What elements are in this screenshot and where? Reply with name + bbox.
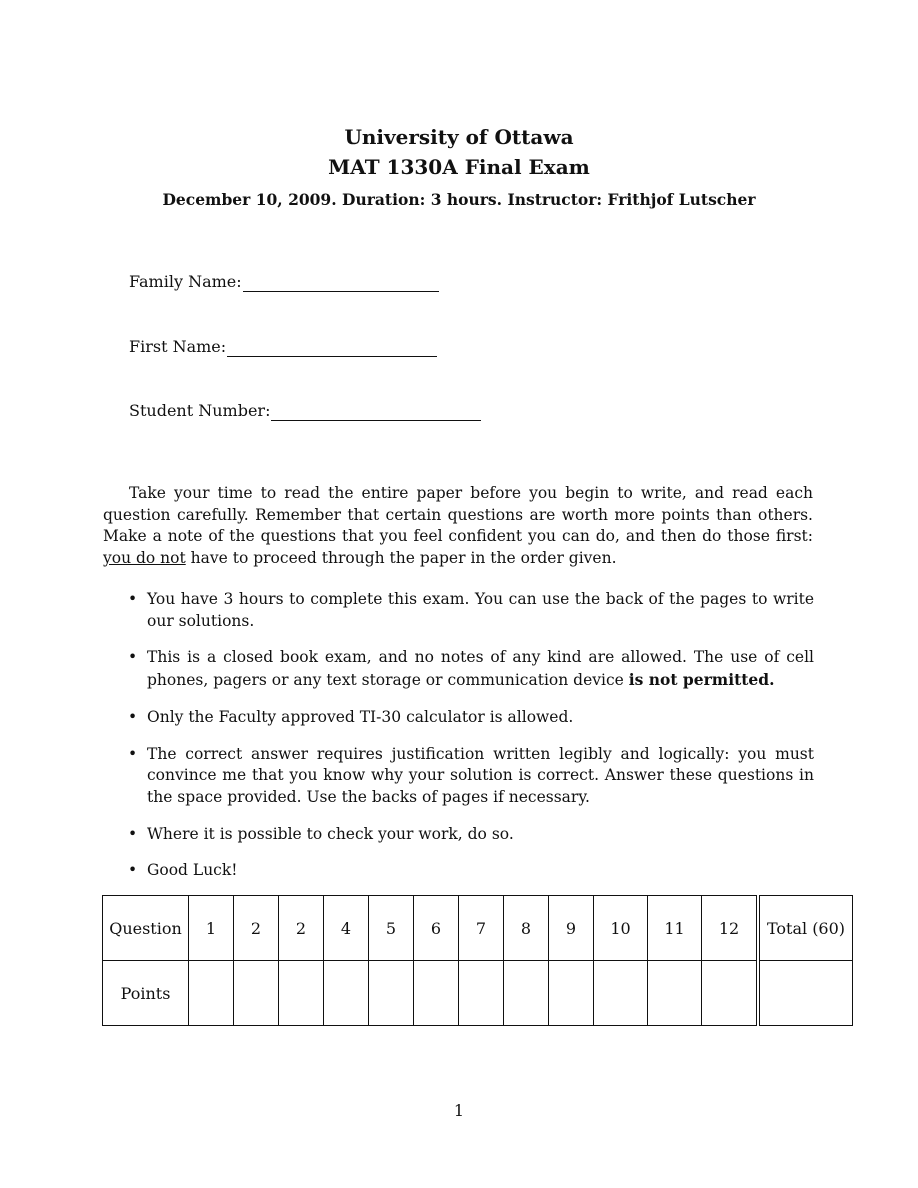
table-row xyxy=(103,961,853,1026)
points-cell[interactable] xyxy=(189,961,234,1026)
points-header-cell: Points xyxy=(103,961,189,1026)
question-number-cell: 12 xyxy=(702,896,759,961)
points-cell[interactable] xyxy=(234,961,279,1026)
question-number-cell: 8 xyxy=(504,896,549,961)
question-number-cell: 4 xyxy=(324,896,369,961)
family-name-blank[interactable] xyxy=(243,275,439,292)
total-header-cell: Total (60) xyxy=(758,896,853,961)
family-name-field[interactable] xyxy=(129,272,439,292)
bullet-icon: • xyxy=(128,824,138,843)
question-number-cell: 5 xyxy=(369,896,414,961)
first-name-label: First Name: xyxy=(129,337,227,356)
question-number-cell: 11 xyxy=(648,896,702,961)
question-number-cell: 1 xyxy=(189,896,234,961)
rule-text: The correct answer requires justification written legibly and logically: you must convince me that you know why your solution is correct. Answer these questions in the space provided. Use the backs of pages if necessary. xyxy=(147,744,814,806)
student-number-label: Student Number: xyxy=(129,401,271,420)
list-item xyxy=(128,744,814,809)
list-item xyxy=(128,589,814,632)
bullet-icon: • xyxy=(128,590,138,608)
student-number-field[interactable] xyxy=(129,401,481,421)
question-number-cell: 6 xyxy=(414,896,459,961)
bullet-icon: • xyxy=(128,861,138,880)
list-item xyxy=(128,824,814,846)
list-item xyxy=(128,860,814,882)
points-cell[interactable] xyxy=(504,961,549,1026)
bullet-icon: • xyxy=(128,744,138,763)
points-cell[interactable] xyxy=(414,961,459,1026)
points-cell[interactable] xyxy=(459,961,504,1026)
first-name-field[interactable] xyxy=(129,337,437,357)
instructions-text: Take your time to read the entire paper before you begin to write, and read each question carefully. Remember that certain questions are worth more points than others. Make a note of the questions that you feel confident you can do, and then do those first: xyxy=(103,484,813,546)
rule-text: Good Luck! xyxy=(147,861,238,880)
exam-header xyxy=(0,122,918,210)
table-row xyxy=(103,896,853,961)
points-cell[interactable] xyxy=(648,961,702,1026)
score-table xyxy=(102,895,853,1026)
points-cell[interactable] xyxy=(702,961,759,1026)
bullet-icon: • xyxy=(128,648,138,667)
points-cell[interactable] xyxy=(324,961,369,1026)
points-cell[interactable] xyxy=(549,961,594,1026)
exam-title: MAT 1330A Final Exam xyxy=(328,155,590,179)
points-cell[interactable] xyxy=(279,961,324,1026)
family-name-label: Family Name: xyxy=(129,272,242,291)
total-points-cell[interactable] xyxy=(758,961,853,1026)
exam-details: December 10, 2009. Duration: 3 hours. Instructor: Frithjof Lutscher xyxy=(162,190,756,209)
page-number: 1 xyxy=(453,1101,465,1120)
first-name-blank[interactable] xyxy=(227,340,437,357)
list-item xyxy=(128,647,814,691)
rule-text: Where it is possible to check your work, do so. xyxy=(147,824,514,843)
question-number-cell: 2 xyxy=(234,896,279,961)
rule-text: Only the Faculty approved TI-30 calculator is allowed. xyxy=(147,707,574,726)
student-number-blank[interactable] xyxy=(271,404,481,421)
question-number-cell: 10 xyxy=(594,896,648,961)
rule-text: This is a closed book exam, and no notes of any kind are allowed. The use of cell phones, pagers or any text storage or communication device xyxy=(147,648,814,690)
instructions-text-end: have to proceed through the paper in the order given. xyxy=(185,549,617,568)
question-number-cell: 9 xyxy=(549,896,594,961)
rule-text: You have 3 hours to complete this exam. You can use the back of the pages to write our solutions. xyxy=(147,590,814,630)
list-item xyxy=(128,707,814,729)
question-number-cell: 2 xyxy=(279,896,324,961)
rules-list xyxy=(128,589,814,897)
question-header-cell: Question xyxy=(103,896,189,961)
bullet-icon: • xyxy=(128,707,138,726)
points-cell[interactable] xyxy=(594,961,648,1026)
university-name: University of Ottawa xyxy=(344,125,574,149)
points-cell[interactable] xyxy=(369,961,414,1026)
rule-emphasis: is not permitted. xyxy=(628,670,775,690)
instructions-paragraph xyxy=(103,483,813,570)
question-number-cell: 7 xyxy=(459,896,504,961)
instructions-underlined-text: you do not xyxy=(103,549,186,568)
